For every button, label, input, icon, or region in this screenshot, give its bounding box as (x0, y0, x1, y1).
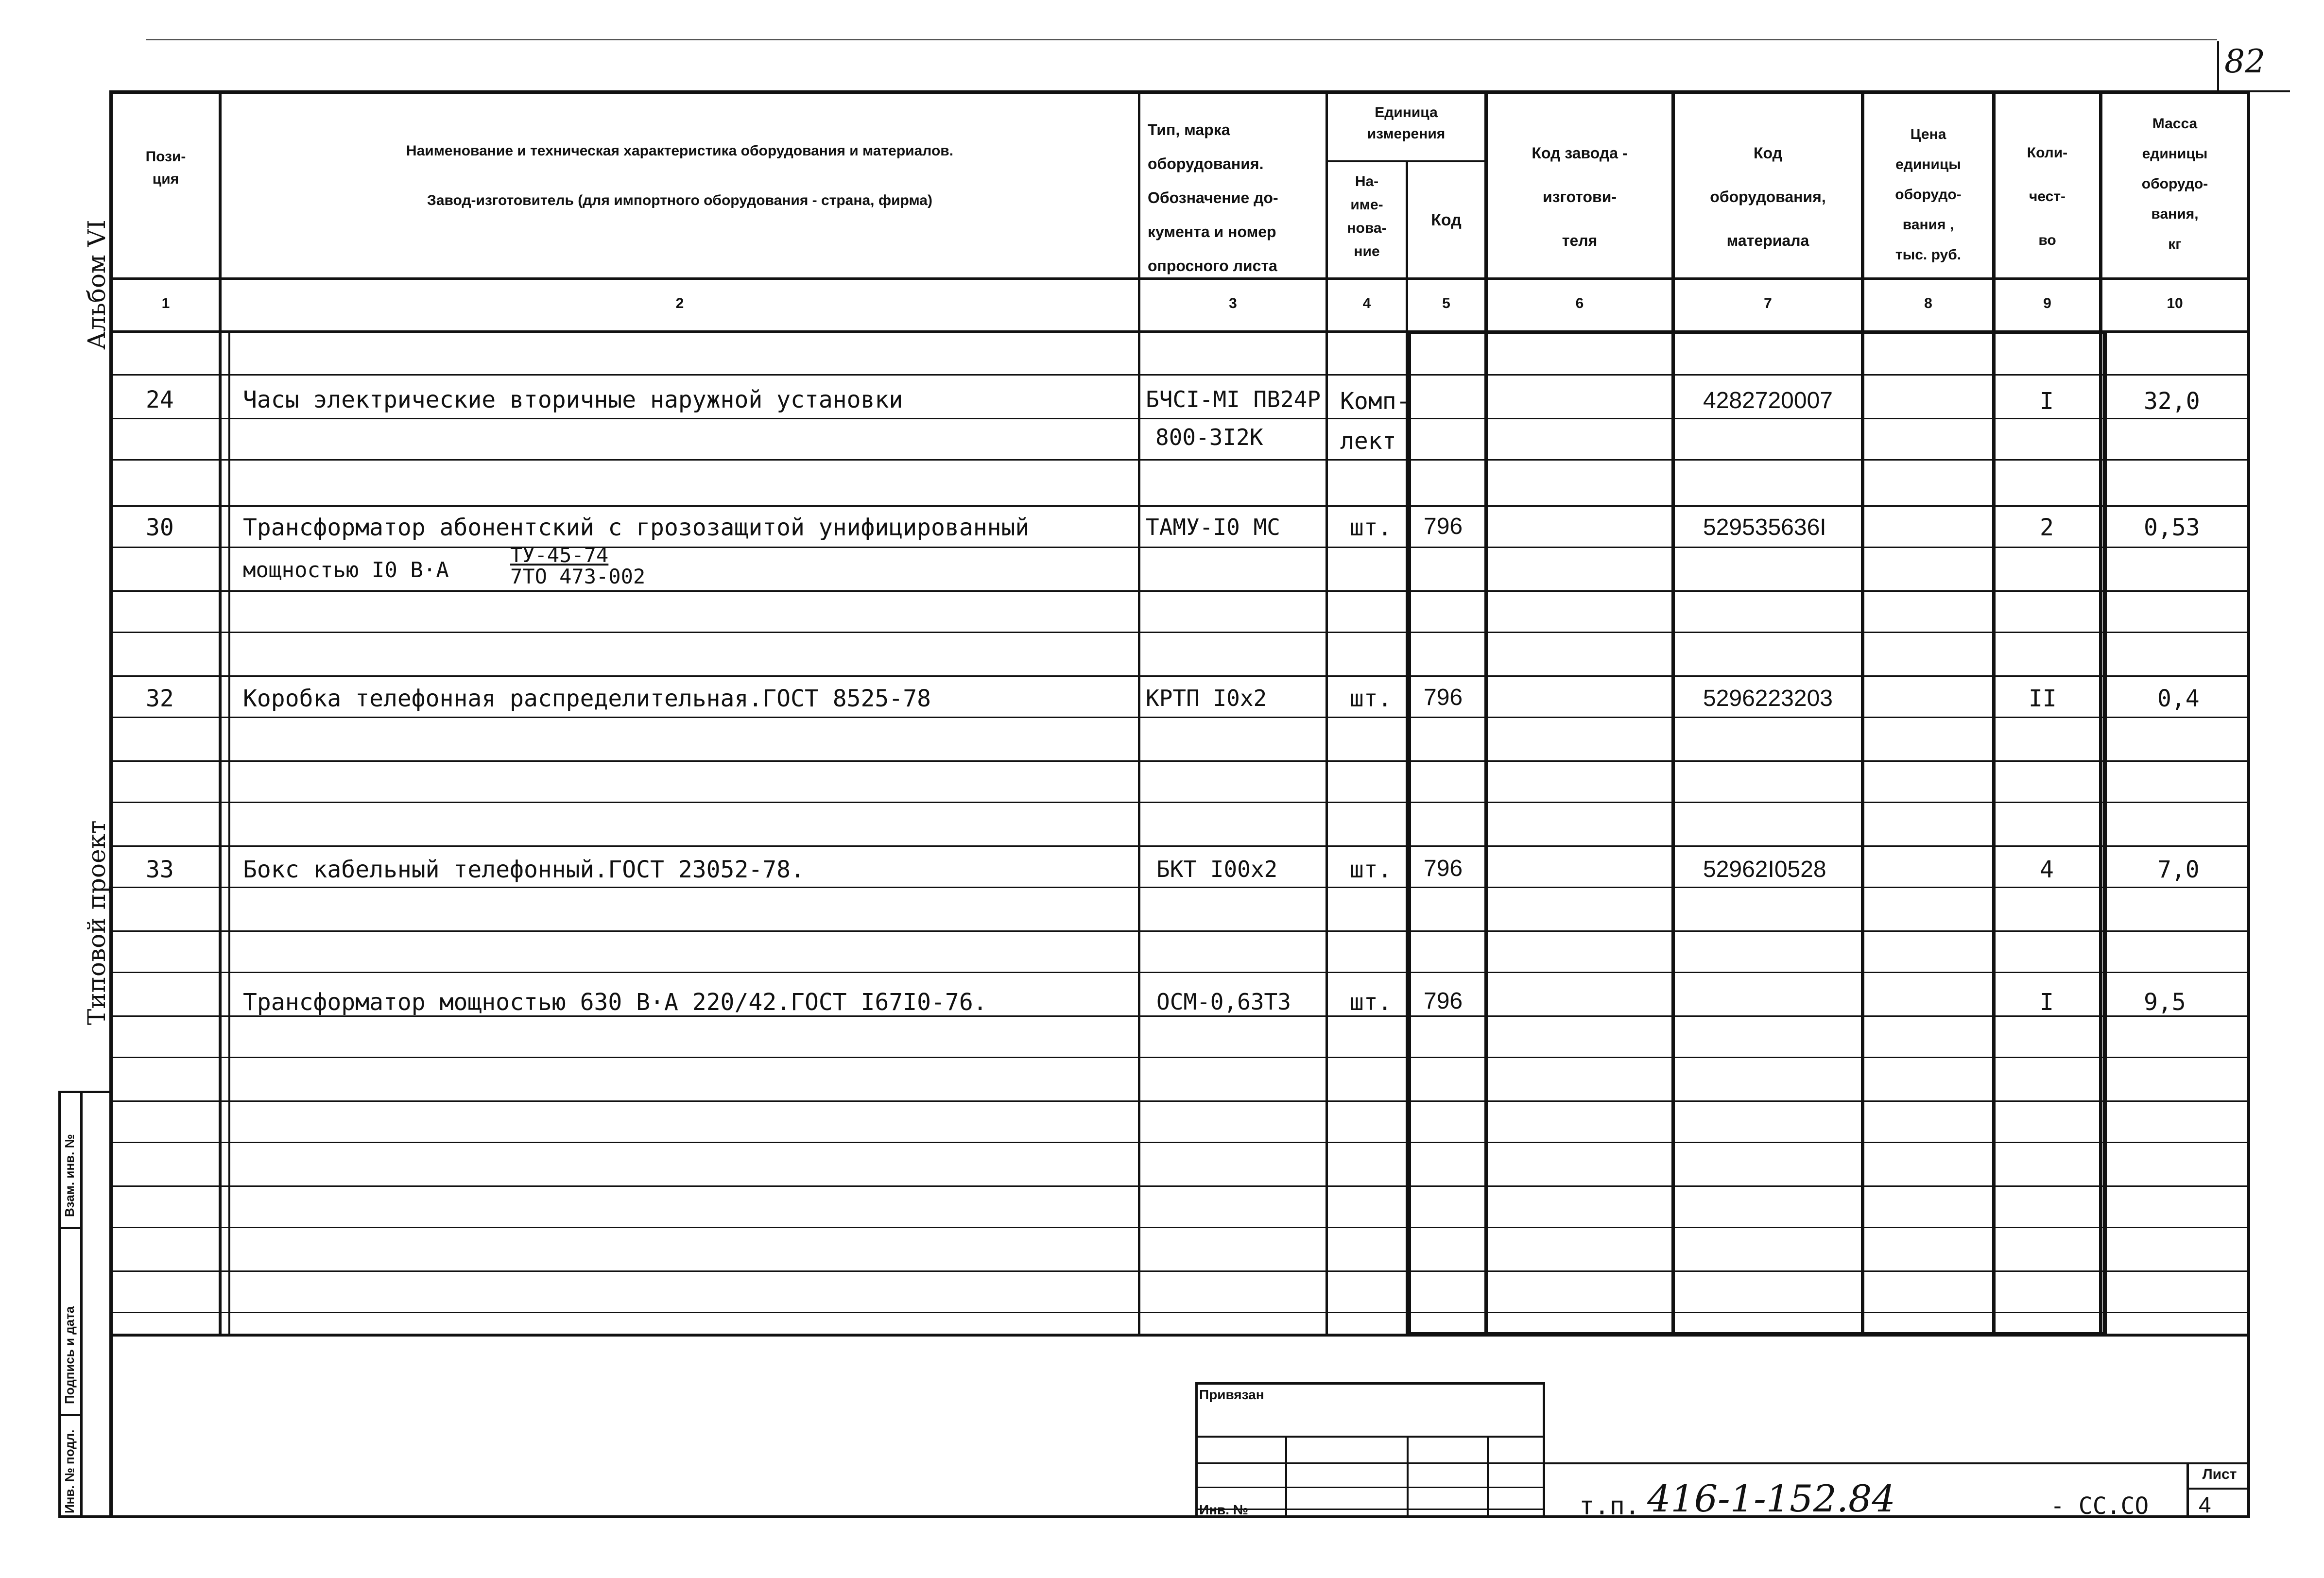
row-mass: 9,5 (2144, 989, 2186, 1016)
header-unit-code: Код (1431, 211, 1462, 229)
row-position: 24 (146, 386, 174, 413)
row-unit-code: 796 (1424, 685, 1463, 710)
row-mass: 7,0 (2157, 856, 2200, 883)
side-label-project: Типовой проект (83, 820, 111, 1025)
page-number: 82 (2224, 43, 2265, 80)
side-label-vzam: Взам. инв. № (62, 1134, 77, 1217)
header-quantity: Коли- чест- во (2027, 145, 2068, 248)
row-unit: шт. (1350, 685, 1392, 712)
row-name: Трансформатор абонентский с грозозащитой унифицированный (243, 514, 1030, 541)
row-standard-top: ТУ-45-74 (510, 543, 609, 567)
stamp-document-suffix: - СС.СО (2050, 1492, 2149, 1520)
row-equipment-code: 4282720007 (1703, 388, 1833, 413)
row-quantity: I (2040, 388, 2054, 415)
row-quantity: II (2029, 685, 2057, 712)
row-quantity: I (2040, 989, 2054, 1016)
row-unit: шт. (1350, 514, 1392, 541)
row-name: Коробка телефонная распределительная.ГОСТ 8525-78 (243, 685, 931, 712)
row-quantity: 4 (2040, 856, 2054, 883)
row-mass: 0,53 (2144, 514, 2200, 541)
header-factory-code: Код завода - изготови- теля (1532, 144, 1628, 249)
column-number: 3 (1229, 295, 1237, 311)
header-unit-name: На- име- нова- ние (1347, 173, 1387, 259)
header-unit-group: Единица измерения (1367, 104, 1446, 142)
row-unit-code: 796 (1424, 988, 1463, 1014)
row-type: БКТ I00х2 (1156, 856, 1278, 882)
column-number: 9 (2043, 295, 2051, 311)
column-number: 5 (1442, 295, 1450, 311)
stamp-inv-label: Инв. № (1199, 1502, 1249, 1517)
stamp-sheet-number: 4 (2199, 1492, 2211, 1517)
header-name-line1: Наименование и техническая характеристика оборудования и материалов. (406, 143, 954, 159)
header-equipment-code: Код оборудования, материала (1710, 144, 1826, 249)
column-number: 10 (2167, 295, 2183, 311)
row-name: Бокс кабельный телефонный.ГОСТ 23052-78. (243, 856, 805, 883)
row-quantity: 2 (2040, 514, 2054, 541)
row-position: 30 (146, 514, 174, 541)
row-unit: шт. (1350, 856, 1392, 883)
header-mass: Масса единицы оборудо- вания, кг (2141, 116, 2208, 252)
side-label-podpis: Подпись и дата (62, 1306, 77, 1404)
row-mass: 0,4 (2157, 685, 2200, 712)
row-type-line2: 800-3I2К (1155, 424, 1263, 450)
column-number: 6 (1575, 295, 1584, 311)
row-type: ТАМУ-I0 МС (1146, 514, 1280, 540)
side-label-inv-podl: Инв. № подл. (62, 1429, 77, 1513)
row-type: ОСМ-0,63Т3 (1156, 989, 1291, 1015)
column-number: 7 (1764, 295, 1772, 311)
row-type: БЧСI-МI ПВ24Р (1146, 386, 1321, 412)
side-label-album: Альбом VI (83, 220, 111, 350)
row-unit-line2: лект (1340, 428, 1396, 455)
header-type: Тип, марка оборудования. Обозначение до- кумента и номер опросного листа (1148, 121, 1278, 274)
stamp-sheet-label: Лист (2202, 1466, 2237, 1482)
row-name: Трансформатор мощностью 630 В·А 220/42.ГОСТ I67I0-76. (243, 989, 987, 1016)
stamp-tp-prefix: т.п. (1579, 1492, 1640, 1521)
row-position: 33 (146, 856, 174, 883)
column-number: 2 (675, 295, 684, 311)
row-unit: шт. (1350, 989, 1392, 1016)
row-name-line2: мощностью I0 В·А (243, 558, 449, 583)
stamp-privyazan-label: Привязан (1199, 1387, 1264, 1402)
row-name: Часы электрические вторичные наружной установки (243, 386, 903, 413)
row-unit-code: 796 (1424, 856, 1463, 881)
header-name-line2: Завод-изготовитель (для импортного оборудования - страна, фирма) (427, 192, 932, 208)
column-number: 1 (161, 295, 170, 311)
row-equipment-code: 5296223203 (1703, 686, 1833, 711)
row-equipment-code: 52962I0528 (1703, 857, 1826, 882)
column-number: 8 (1924, 295, 1932, 311)
row-unit: Комп- (1340, 388, 1411, 415)
row-position: 32 (146, 685, 174, 712)
row-mass: 32,0 (2144, 388, 2200, 415)
row-standard-bottom: 7ТО 473-002 (510, 565, 646, 588)
header-price: Цена единицы оборудо- вания , тыс. руб. (1895, 126, 1962, 263)
header-position: Пози- ция (145, 149, 186, 187)
stamp-document-number: 416-1-152.84 (1647, 1477, 1895, 1520)
column-number: 4 (1362, 295, 1371, 311)
row-equipment-code: 529535636I (1703, 515, 1826, 540)
row-unit-code: 796 (1424, 514, 1463, 539)
row-type: КРТП I0х2 (1146, 685, 1267, 711)
